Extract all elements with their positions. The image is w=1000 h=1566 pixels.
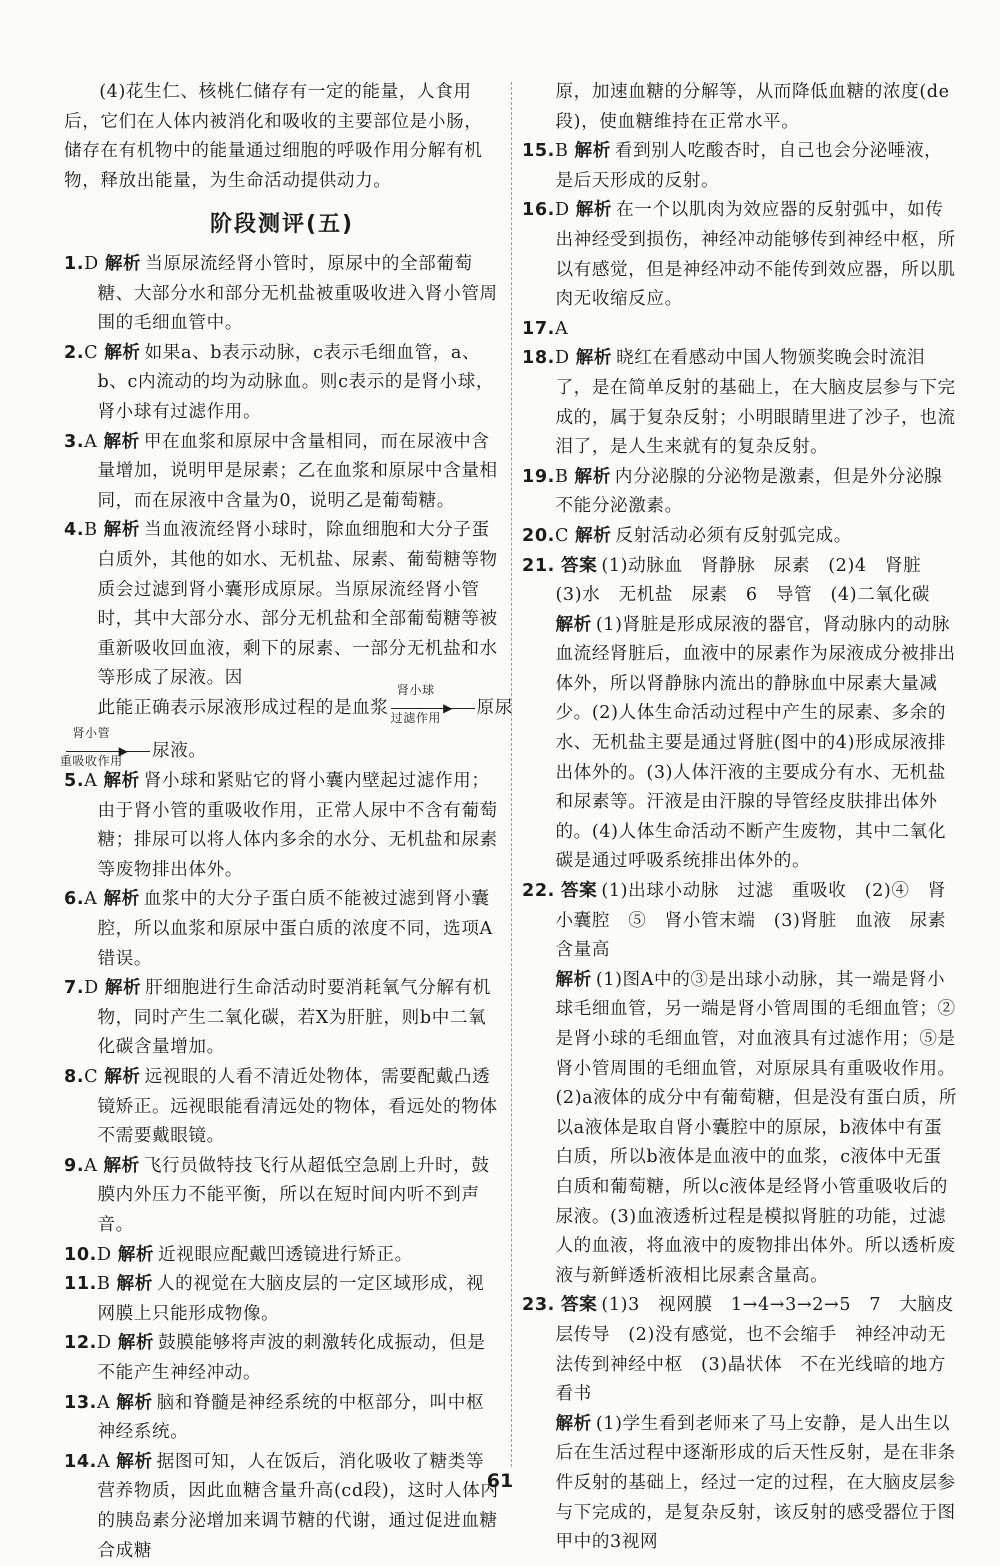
analysis-label: 解析: [103, 771, 140, 792]
right-items: [522, 137, 958, 551]
item-text: 近视眼应配戴凹透镜进行矫正。: [158, 1244, 413, 1265]
item-text: 肾小球和紧贴它的肾小囊内壁起过滤作用；由于肾小管的重吸收作用，正常人尿中不含有葡萄糖；排尿可以将人体内多余的水分、无机盐和尿素等废物排出体外。: [97, 771, 498, 880]
left-column: [59, 78, 513, 1566]
answer-item-21: [522, 552, 958, 611]
analysis-21: [522, 611, 958, 877]
answer-item: [64, 1270, 500, 1329]
left-items-2: [64, 767, 500, 1566]
item-answer: A: [84, 771, 98, 792]
answer-item: [522, 522, 958, 552]
arrow-label-below: 重吸收作用: [59, 754, 123, 769]
formula-prefix: 此能正确表示尿液形成过程的是血浆: [97, 697, 389, 718]
answer-item: [64, 1448, 500, 1566]
watermark-logo: [812, 1438, 988, 1518]
item-answer: A: [554, 318, 569, 339]
formula-after1: 原尿: [476, 697, 513, 718]
item-number: 9.: [64, 1155, 85, 1176]
item-text: 脑和脊髓是神经系统的中枢部分，叫中枢神经系统。: [97, 1392, 485, 1443]
item-number: 15.: [522, 141, 555, 162]
answer-item: [522, 137, 958, 196]
item-number: 22.: [522, 881, 555, 902]
answer-item: [64, 885, 500, 974]
answer-item: [64, 767, 500, 885]
arrow-tubule: 肾小管 ▶ 重吸收作用: [66, 741, 150, 761]
item-answer: A: [96, 1392, 111, 1413]
item-answer: D: [554, 348, 570, 369]
answer-item: [64, 1389, 500, 1448]
item-answer: D: [84, 253, 99, 274]
answer-item: [522, 463, 958, 522]
item-text: 人的视觉在大脑皮层的一定区域形成，视网膜上只能形成物像。: [97, 1274, 485, 1324]
analysis-label: 解析: [575, 200, 613, 221]
column-divider: [511, 82, 512, 1467]
answer-item: [64, 974, 500, 1063]
item-answer-text: (1)3 视网膜 1→4→3→2→5 7 大脑皮层传导 (2)没有感觉，也不会缩手 神经冲动无法传到神经中枢 (3)晶状体 不在光线暗的地方看书: [555, 1295, 954, 1405]
analysis-22: [522, 966, 958, 1292]
arrow-label-above: 肾小球: [396, 682, 435, 697]
item-text: 在一个以肌肉为效应器的反射弧中，如传出神经受到损伤，神经冲动能够传到神经中枢，所以有感觉，但是神经冲动不能传到效应器，所以肌肉无收缩反应。: [555, 200, 956, 310]
analysis-label: 解析: [103, 520, 141, 541]
formula-line: [97, 682, 513, 725]
answer-item: [64, 428, 500, 517]
item-number: 4.: [64, 520, 85, 541]
analysis-label: 解析: [574, 141, 611, 162]
left-items: [64, 250, 500, 516]
intro-paragraph: (4)花生仁、核桃仁储存有一定的能量，人食用后，它们在人体内被消化和吸收的主要部位是小肠，储存在有机物中的能量通过细胞的呼吸作用分解有机物，释放出能量，为生命活动提供动力。: [64, 82, 483, 191]
analysis-label: 解析: [104, 342, 141, 363]
item-number: 17.: [522, 318, 555, 339]
item-answer: C: [554, 525, 570, 546]
item-number: 20.: [522, 525, 555, 546]
item-number: 1.: [64, 253, 85, 274]
item-text: 血浆中的大分子蛋白质不能被过滤到肾小囊腔，所以血浆和原尿中蛋白质的浓度不同，选项A错误。: [97, 889, 493, 969]
item-answer: A: [84, 1155, 98, 1176]
item-number: 7.: [64, 978, 85, 999]
answer-item: [522, 196, 958, 314]
analysis-label: 解析: [575, 525, 612, 546]
analysis-label: 解析: [555, 969, 592, 990]
item-text: 据图可知，人在饭后，消化吸收了糖类等营养物质，因此血糖含量升高(cd段)，这时人体内的胰岛素分泌增加来调节糖的代谢，通过促进血糖合成糖: [97, 1451, 499, 1561]
answer-label: 答案: [560, 881, 598, 902]
item-number: 13.: [64, 1392, 97, 1413]
answer-item: [64, 1241, 500, 1271]
answer-item: [64, 1152, 500, 1241]
page-number: 61: [486, 1470, 514, 1492]
item-answer: A: [84, 889, 98, 910]
answer-label: 答案: [560, 1295, 598, 1316]
item-answer: D: [554, 200, 570, 221]
item-number: 18.: [522, 348, 555, 369]
answer-label: 答案: [560, 555, 598, 576]
answer-item: [64, 250, 500, 339]
analysis-label: 解析: [117, 1333, 155, 1354]
analysis-label: 解析: [103, 889, 140, 910]
item-text: 飞行员做特技飞行从超低空急剧上升时，鼓膜内外压力不能平衡，所以在短时间内听不到声音。: [97, 1155, 490, 1235]
item-answer: D: [84, 978, 99, 999]
item-number: 3.: [64, 431, 85, 452]
item-text: 当血液流经肾小球时，除血细胞和大分子蛋白质外，其他的如水、无机盐、尿素、葡萄糖等物质会过滤到肾小囊形成原尿。当原尿流经肾小管时，其中大部分水、部分无机盐和全部葡萄糖等被重新吸收回血液，剩下的尿素、一部分无机盐和水等形成了尿液。因: [97, 520, 498, 689]
answer-item-22: [522, 877, 958, 966]
item-number: 10.: [64, 1244, 97, 1265]
analysis-label: 解析: [574, 466, 611, 487]
analysis-label: 解析: [104, 1067, 141, 1087]
analysis-text: (1)学生看到老师来了马上安静，是人出生以后在生活过程中逐渐形成的后天性反射，是在非条件反射的基础上，经过一定的过程，在大脑皮层参与下完成的，是复杂反射，该反射的感受器位于图甲中的3视网: [555, 1413, 956, 1553]
item-text: 肝细胞进行生命活动时要消耗氧气分解有机物，同时产生二氧化碳，若X为肝脏，则b中二氧化碳含量增加。: [97, 978, 491, 1058]
analysis-label: 解析: [116, 1392, 153, 1413]
analysis-label: 解析: [103, 431, 140, 452]
analysis-label: 解析: [575, 348, 613, 369]
item-text: 内分泌腺的分泌物是激素，但是外分泌腺不能分泌激素。: [555, 466, 943, 517]
item-number: 16.: [522, 200, 555, 221]
analysis-text: (1)肾脏是形成尿液的器官，肾动脉内的动脉血流经肾脏后，血液中的尿素作为尿液成分被排出体外，所以肾静脉内流出的静脉血中尿素大量减少。(2)人体生命活动过程中产生的尿素、多余的水、无机盐主要是通过肾脏(图中的4)形成尿液排出体外的。(3)人体汗液的主要成分有水、无机盐和尿素等。汗液是由汗腺的导管经皮肤排出体外的。(4)人体生命活动不断产生废物，其中二氧化碳是通过呼吸系统排出体外的。: [555, 614, 956, 872]
answer-item: [64, 1063, 500, 1152]
item-number: 12.: [64, 1333, 97, 1354]
item-answer: C: [84, 342, 99, 363]
item-text: 晓红在看感动中国人物颁奖晚会时流泪了，是在简单反射的基础上，在大脑皮层参与下完成的，属于复杂反射；小明眼睛里进了沙子，也流泪了，是人生来就有的复杂反射。: [555, 348, 956, 458]
item-number: 6.: [64, 889, 85, 910]
formula-after2: 尿液。: [152, 741, 207, 762]
answer-item-23: [522, 1291, 958, 1409]
item-answer: B: [554, 141, 569, 162]
analysis-label: 解析: [116, 1274, 153, 1295]
item-text: 甲在血浆和原尿中含量相同，而在尿液中含量增加，说明甲是尿素；乙在血浆和原尿中含量相同，而在尿液中含量为0，说明乙是葡萄糖。: [97, 431, 498, 511]
item-number: 21.: [522, 555, 555, 576]
item14-continuation: 原，加速血糖的分解等，从而降低血糖的浓度(de段)，使血糖维持在正常水平。: [555, 82, 950, 132]
analysis-label: 解析: [104, 978, 142, 999]
item-number: 5.: [64, 771, 85, 792]
item-number: 8.: [64, 1067, 85, 1087]
item-answer: D: [96, 1333, 112, 1354]
item-answer: B: [96, 1274, 111, 1295]
item-number: 2.: [64, 342, 85, 363]
item-text: 鼓膜能够将声波的刺激转化成振动，但是不能产生神经冲动。: [97, 1333, 486, 1383]
answer-item: [64, 339, 500, 428]
item-answer: B: [554, 466, 569, 487]
item-answer: B: [84, 520, 98, 541]
arrow-glomerulus: 肾小球 ▶ 过滤作用: [391, 698, 475, 718]
analysis-label: 解析: [116, 1451, 153, 1472]
analysis-label: 解析: [555, 614, 592, 635]
item-text: 当原尿流经肾小管时，原尿中的全部葡萄糖、大部分水和部分无机盐被重吸收进入肾小管周围的毛细血管中。: [97, 253, 498, 334]
item-text: 如果a、b表示动脉，c表示毛细血管，a、b、c内流动的均为动脉血。则c表示的是肾小球，肾小球有过滤作用。: [97, 342, 495, 422]
item-answer: A: [84, 431, 98, 452]
formula-line-2: [59, 726, 500, 769]
item-answer-text: (1)出球小动脉 过滤 重吸收 (2)④ 肾小囊腔 ⑤ 肾小管末端 (3)肾脏 血液 尿素含量高: [555, 881, 947, 961]
answer-item: [522, 315, 958, 345]
arrow-label-below: 过滤作用: [390, 710, 442, 725]
section-title: 阶段测评(五): [209, 212, 355, 238]
item-number: 14.: [64, 1451, 97, 1472]
analysis-label: 解析: [104, 253, 142, 274]
item-answer: A: [96, 1451, 111, 1472]
analysis-label: 解析: [103, 1155, 140, 1176]
item-number: 11.: [64, 1274, 97, 1295]
item-text: 反射活动必须有反射弧完成。: [615, 525, 852, 546]
answer-item: [64, 1329, 500, 1388]
analysis-label: 解析: [117, 1244, 155, 1265]
item-number: 23.: [522, 1295, 555, 1316]
arrow-label-above: 肾小管: [72, 726, 111, 741]
analysis-label: 解析: [555, 1413, 592, 1434]
item-answer-text: (1)动脉血 肾静脉 尿素 (2)4 肾脏 (3)水 无机盐 尿素 6 导管 (4)二氧化碳: [555, 555, 940, 606]
answer-item: [522, 344, 958, 462]
analysis-text: (1)图A中的③是出球小动脉，其一端是肾小球毛细血管，另一端是肾小管周围的毛细血管；②是肾小球的毛细血管，对血液具有过滤作用；⑤是肾小管周围的毛细血管，对原尿具有重吸收作用。(2)a液体的成分中有葡萄糖，但是没有蛋白质，所以a液体是取自肾小囊腔中的原尿，b液体中有蛋白质，所以b液体是血液中的血浆，c液体中无蛋白质和葡萄糖，所以c液体是经肾小管重吸收后的尿液。(3)血液透析过程是模拟肾脏的功能，过滤人的血液，将血液中的废物排出体外。所以透析废液与新鲜透析液相比尿素含量高。: [555, 969, 958, 1286]
item-answer: D: [96, 1244, 112, 1265]
right-column: [522, 78, 958, 1558]
answer-item-4: [59, 516, 513, 769]
item-text: 远视眼的人看不清近处物体，需要配戴凸透镜矫正。远视眼能看清远处的物体，看远处的物体不需要戴眼镜。: [97, 1067, 498, 1147]
item-number: 19.: [522, 466, 555, 487]
item-answer: C: [84, 1067, 99, 1087]
item-text: 看到别人吃酸杏时，自己也会分泌唾液，是后天形成的反射。: [555, 141, 943, 191]
